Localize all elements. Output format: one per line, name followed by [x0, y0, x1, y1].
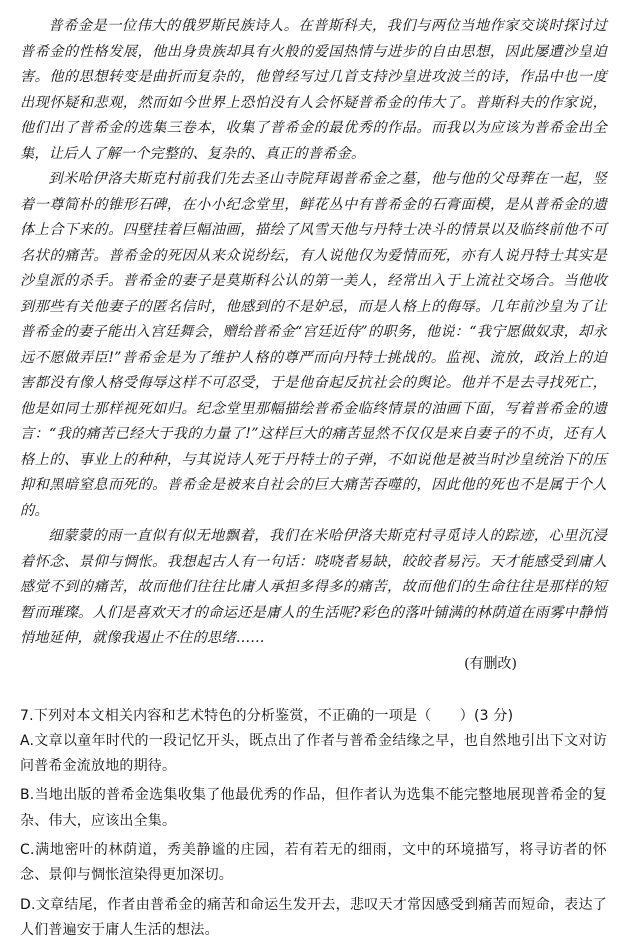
option-c: C.满地密叶的林荫道，秀美静谧的庄园，若有若无的细雨，文中的环境描写，将寻访者的怀念、景仰与惆怅渲染得更加深切。 [20, 838, 607, 889]
option-a: A.文章以童年时代的一段记忆开头，既点出了作者与普希金结缘之早，也自然地引出下文对访问普希金流放地的期待。 [20, 729, 607, 780]
question-stem: 7.下列对本文相关内容和艺术特色的分析鉴赏，不正确的一项是（ ）(3 分) [20, 704, 607, 729]
article-paragraph-2: 到米哈伊洛夫斯克村前我们先去圣山寺院拜谒普希金之墓，他与他的父母葬在一起，竖着一尊简朴的锥形石碑，在小小纪念堂里，鲜花丛中有普希金的石膏面模，是从普希金的遗体上合下来的。四壁挂着巨幅油画，描绘了风雪天他与丹特士决斗的情景以及临终前他不可名状的痛苦。普希金的死因从来众说纷纭，有人说他仅为爱情而死，亦有人说丹特士其实是沙皇派的杀手。普希金的妻子是莫斯科公认的第一美人，经常出入于上流社交场合。当他收到那些有关他妻子的匿名信时，他感到的不是妒忌，而是人格上的侮辱。几年前沙皇为了让普希金的妻子能出入宫廷舞会，赠给普希金“宫廷近侍”的职务，他说：“我宁愿做奴隶，却永远不愿做弄臣!”普希金是为了维护人格的尊严而向丹特士挑战的。监视、流放，政治上的迫害都没有像人格受侮辱这样不可忍受，于是他奋起反抗社会的舆论。他并不是去寻找死亡，他是如同士那样视死如归。纪念堂里那幅描绘普希金临终情景的油画下面，写着普希金的遗言：“我的痛苦已经大于我的力量了!”这样巨大的痛苦显然不仅仅是来自妻子的不贞，还有人格上的、事业上的种种，与其说诗人死于丹特士的子弹，不如说他是被当时沙皇统治下的压抑和黑暗窒息而死的。普希金是被来自社会的巨大痛苦吞噬的，因此他的死也不是属于个人的。 [20, 167, 607, 524]
article-body [20, 14, 607, 676]
question-7 [20, 704, 607, 943]
article-paragraph-3: 细蒙蒙的雨一直似有似无地飘着，我们在米哈伊洛夫斯克村寻觅诗人的踪迹，心里沉浸着怀念、景仰与惆怅。我想起古人有一句话：哓哓者易缺，皎皎者易污。天才能感受到庸人感觉不到的痛苦，故而他们往往比庸人承担多得多的痛苦，故而他们的生命往往是那样的短暂而璀璨。人们是喜欢天才的命运还是庸人的生活呢?彩色的落叶铺满的林荫道在雨雾中静悄悄地延伸，就像我遏止不住的思绪…… [20, 524, 607, 652]
article-paragraph-1: 普希金是一位伟大的俄罗斯民族诗人。在普斯科夫，我们与两位当地作家交谈时探讨过普希金的性格发展，他出身贵族却具有火般的爱国热情与进步的自由思想，因此屡遭沙皇迫害。他的思想转变是曲折而复杂的，他曾经写过几首支持沙皇进攻波兰的诗，作品中也一度出现怀疑和悲观，然而如今世界上恐怕没有人会怀疑普希金的伟大了。普斯科夫的作家说，他们出了普希金的选集三卷本，收集了普希金的最优秀的作品。而我以为应该为普希金出全集，让后人了解一个完整的、复杂的、真正的普希金。 [20, 14, 607, 167]
option-d: D.文章结尾，作者由普希金的痛苦和命运生发开去，悲叹天才常因感受到痛苦而短命，表达了人们普遍安于庸人生活的想法。 [20, 893, 607, 943]
option-b: B.当地出版的普希金选集收集了他最优秀的作品，但作者认为选集不能完整地展现普希金的复杂、伟大，应该出全集。 [20, 783, 607, 834]
abridged-note: (有删改) [20, 652, 607, 676]
